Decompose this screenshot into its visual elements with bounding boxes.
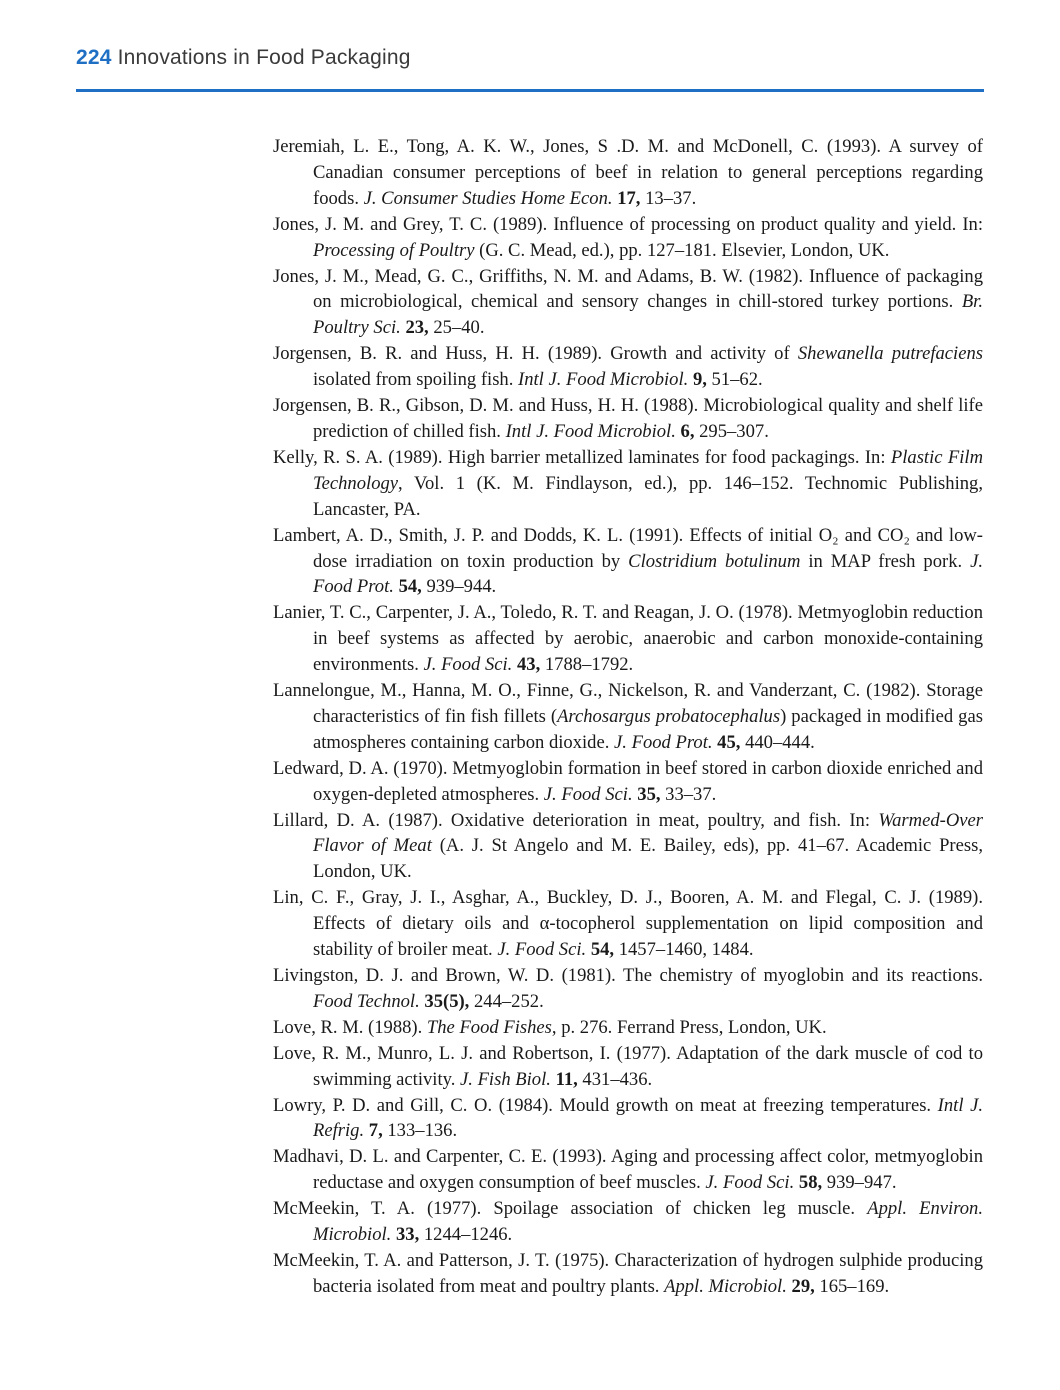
reference-entry bbox=[273, 212, 983, 264]
reference-italic-text: Processing of Poultry bbox=[313, 239, 475, 261]
reference-text: McMeekin, T. A. and Patterson, J. T. (1975). Characterization of hydrogen sulphide producing bacteria isolated from meat and poultry plants. bbox=[273, 1249, 983, 1297]
reference-entry bbox=[273, 134, 983, 212]
reference-entry bbox=[273, 523, 983, 601]
reference-italic-text: Clostridium botulinum bbox=[628, 550, 801, 572]
reference-italic-text: J. Fish Biol. bbox=[460, 1068, 551, 1090]
page-number: 224 bbox=[76, 46, 112, 69]
reference-entry bbox=[273, 1041, 983, 1093]
reference-italic-text: Archosargus probatocephalus bbox=[557, 705, 781, 727]
reference-italic-text: J. Food Prot. bbox=[614, 731, 713, 753]
reference-text: 33–37. bbox=[660, 783, 717, 805]
reference-text: 13–37. bbox=[640, 187, 697, 209]
reference-italic-text: Intl J. Food Microbiol. bbox=[505, 420, 676, 442]
reference-text: 295–307. bbox=[694, 420, 769, 442]
reference-italic-text: Warmed-Over Flavor of Meat bbox=[313, 809, 983, 857]
reference-text: 939–947. bbox=[822, 1172, 897, 1194]
reference-entry bbox=[273, 885, 983, 963]
reference-volume: 6, bbox=[680, 420, 695, 442]
reference-text: in MAP fresh pork. bbox=[800, 550, 971, 572]
reference-italic-text: J. Food Sci. bbox=[497, 939, 587, 961]
reference-italic-text: Appl. Environ. Microbiol. bbox=[313, 1198, 983, 1246]
reference-text: Lanier, T. C., Carpenter, J. A., Toledo, R. T. and Reagan, J. O. (1978). Metmyoglobin reduction in beef systems as affected by aerobic, anaerobic and carbon monoxide-containing environments. bbox=[273, 602, 983, 676]
reference-entry bbox=[273, 678, 983, 756]
reference-text: Love, R. M., Munro, L. J. and Robertson, I. (1977). Adaptation of the dark muscle of cod to swimming activity. bbox=[273, 1042, 983, 1090]
reference-volume: 43, bbox=[516, 654, 541, 676]
reference-text: 133–136. bbox=[382, 1120, 458, 1142]
reference-italic-text: Food Technol. bbox=[313, 990, 420, 1012]
reference-text: 51–62. bbox=[706, 369, 763, 391]
reference-text: Ledward, D. A. (1970). Metmyoglobin formation in beef stored in carbon dioxide enriched and oxygen-depleted atmospheres. bbox=[273, 757, 983, 805]
reference-text: Livingston, D. J. and Brown, W. D. (1981). The chemistry of myoglobin and its reactions. bbox=[273, 965, 983, 986]
reference-text: Madhavi, D. L. and Carpenter, C. E. (1993). Aging and processing affect color, metmyoglobin reductase and oxygen consumption of beef muscles. bbox=[273, 1146, 983, 1194]
reference-entry bbox=[273, 1015, 983, 1041]
reference-entry bbox=[273, 1144, 983, 1196]
reference-text: (A. J. St Angelo and M. E. Bailey, eds), pp. 41–67. Academic Press, London, UK. bbox=[313, 835, 983, 883]
book-title: Innovations in Food Packaging bbox=[117, 46, 411, 69]
reference-volume: 9, bbox=[692, 369, 707, 391]
reference-text: 165–169. bbox=[814, 1275, 890, 1297]
reference-text: 1457–1460, 1484. bbox=[614, 939, 754, 961]
reference-volume: 33, bbox=[395, 1224, 420, 1246]
reference-text: Jeremiah, L. E., Tong, A. K. W., Jones, S .D. M. and McDonell, C. (1993). A survey of Canadian consumer perceptions of beef in relation to general perceptions regarding foods. bbox=[273, 136, 983, 209]
reference-text: 244–252. bbox=[469, 990, 544, 1012]
reference-text: 440–444. bbox=[740, 731, 815, 753]
reference-text: Kelly, R. S. A. (1989). High barrier metallized laminates for food packagings. In: bbox=[273, 446, 891, 468]
reference-text: (G. C. Mead, ed.), pp. 127–181. Elsevier, London, UK. bbox=[474, 239, 890, 261]
reference-volume: 29, bbox=[791, 1275, 815, 1297]
reference-italic-text: J. Food Sci. bbox=[543, 783, 633, 805]
reference-volume: 23, bbox=[405, 317, 429, 339]
running-header bbox=[76, 46, 411, 70]
reference-text: Lowry, P. D. and Gill, C. O. (1984). Mould growth on meat at freezing temperatures. bbox=[273, 1094, 938, 1116]
reference-entry bbox=[273, 264, 983, 342]
reference-text: McMeekin, T. A. (1977). Spoilage association of chicken leg muscle. bbox=[273, 1198, 868, 1220]
reference-text: ) packaged in modified gas atmospheres containing carbon dioxide. bbox=[313, 705, 983, 753]
reference-volume: 54, bbox=[590, 939, 615, 961]
reference-text: 431–436. bbox=[577, 1068, 653, 1090]
reference-italic-text: J. Food Sci. bbox=[423, 654, 513, 676]
reference-text: Jorgensen, B. R. and Huss, H. H. (1989). Growth and activity of bbox=[273, 343, 798, 365]
reference-volume: 54, bbox=[398, 576, 422, 598]
reference-italic-text: Appl. Microbiol. bbox=[664, 1275, 787, 1297]
reference-text: Jorgensen, B. R., Gibson, D. M. and Huss, H. H. (1988). Microbiological quality and shelf life prediction of chilled fish. bbox=[273, 395, 983, 442]
reference-italic-text: J. Food Sci. bbox=[705, 1172, 795, 1194]
reference-entry bbox=[273, 756, 983, 808]
reference-entry bbox=[273, 1196, 983, 1248]
reference-italic-text: J. Consumer Studies Home Econ. bbox=[363, 187, 613, 209]
reference-volume: 17, bbox=[617, 187, 641, 209]
reference-text: 1244–1246. bbox=[419, 1224, 513, 1246]
reference-entry bbox=[273, 445, 983, 523]
reference-italic-text: Br. Poultry Sci. bbox=[313, 291, 983, 339]
reference-entry bbox=[273, 1248, 983, 1300]
reference-entry bbox=[273, 393, 983, 445]
reference-entry bbox=[273, 600, 983, 678]
reference-volume: 45, bbox=[717, 731, 741, 753]
reference-text: Lannelongue, M., Hanna, M. O., Finne, G., Nickelson, R. and Vanderzant, C. (1982). Storage characteristics of fin fish fillets ( bbox=[273, 680, 983, 727]
reference-text: isolated from spoiling fish. bbox=[313, 369, 519, 391]
reference-italic-text: Shewanella putrefaciens bbox=[797, 343, 983, 365]
reference-volume: 7, bbox=[368, 1120, 383, 1142]
reference-text: Jones, J. M. and Grey, T. C. (1989). Influence of processing on product quality and yield. In: bbox=[273, 213, 983, 235]
reference-text: Lambert, A. D., Smith, J. P. and Dodds, K. L. (1991). Effects of initial O₂ and CO₂ and low-dose irradiation on toxin production by bbox=[273, 524, 983, 572]
reference-volume: 11, bbox=[555, 1068, 578, 1090]
reference-text: Lillard, D. A. (1987). Oxidative deterioration in meat, poultry, and fish. In: bbox=[273, 809, 879, 831]
reference-text: , p. 276. Ferrand Press, London, UK. bbox=[551, 1016, 827, 1038]
reference-text: 939–944. bbox=[421, 576, 497, 598]
reference-italic-text: Intl J. Refrig. bbox=[313, 1094, 983, 1142]
reference-italic-text: The Food Fishes bbox=[426, 1016, 552, 1038]
reference-volume: 35, bbox=[637, 783, 661, 805]
reference-text: Love, R. M. (1988). bbox=[273, 1016, 427, 1038]
reference-list bbox=[273, 134, 983, 1300]
reference-italic-text: J. Food Prot. bbox=[313, 550, 983, 598]
reference-text: 1788–1792. bbox=[540, 654, 634, 676]
reference-italic-text: Plastic Film Technology bbox=[313, 446, 983, 494]
reference-text: , Vol. 1 (K. M. Findlayson, ed.), pp. 146–152. Technomic Publishing, Lancaster, PA. bbox=[313, 472, 983, 520]
reference-volume: 35(5), bbox=[424, 990, 470, 1012]
reference-italic-text: Intl J. Food Microbiol. bbox=[518, 369, 689, 391]
reference-text: Jones, J. M., Mead, G. C., Griffiths, N. M. and Adams, B. W. (1982). Influence of packaging on microbiological, chemical and sensory changes in chill-stored turkey portions. bbox=[273, 265, 983, 313]
reference-text: 25–40. bbox=[428, 317, 485, 339]
reference-volume: 58, bbox=[798, 1172, 823, 1194]
header-rule bbox=[76, 89, 984, 92]
reference-entry bbox=[273, 341, 983, 393]
reference-entry bbox=[273, 1093, 983, 1145]
reference-text: Lin, C. F., Gray, J. I., Asghar, A., Buckley, D. J., Booren, A. M. and Flegal, C. J. (1989). Effects of dietary oils and α-tocopherol supplementation on lipid composition and stability of broiler meat. bbox=[273, 887, 983, 961]
reference-entry bbox=[273, 808, 983, 886]
reference-entry bbox=[273, 963, 983, 1015]
